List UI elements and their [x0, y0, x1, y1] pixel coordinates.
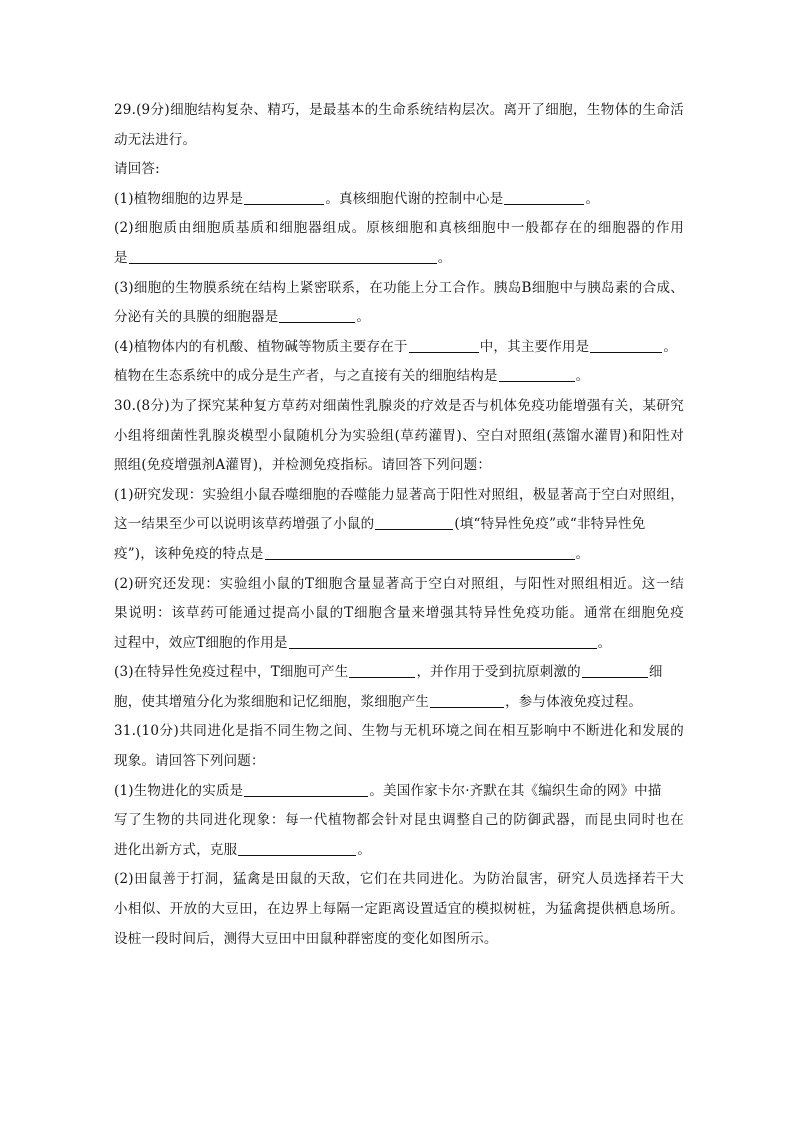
- q30-part-3-line-1: (3)在特异性免疫过程中，T细胞可产生 ，并作用于受到抗原刺激的 细: [114, 664, 663, 681]
- q30-stem-line-1: 30.(8分)为了探究某种复方草药对细菌性乳腺炎的疗效是否与机体免疫功能增强有关，某研究: [114, 397, 684, 414]
- q31-part-1-line-1: (1)生物进化的实质是 。美国作家卡尔·齐默在其《编织生命的网》中描: [114, 782, 662, 799]
- q29-part-4-line-2: 植物在生态系统中的成分是生产者，与之直接有关的细胞结构是 。: [114, 368, 590, 385]
- q31-part-2-line-3: 设桩一段时间后，测得大豆田中田鼠种群密度的变化如图所示。: [114, 930, 498, 947]
- q29-part-2-line-1: (2)细胞质由细胞质基质和细胞器组成。原核细胞和真核细胞中一般都存在的细胞器的作用: [114, 220, 684, 237]
- answer-blank[interactable]: [504, 189, 584, 205]
- q30-part-1-line-2: 这一结果至少可以说明该草药增强了小鼠的 (填“特异性免疫”或“非特异性免: [114, 516, 646, 533]
- q30-part-2-line-1: (2)研究还发现：实验组小鼠的T细胞含量显著高于空白对照组，与阳性对照组相近。这一结: [114, 575, 684, 592]
- q30-stem-line-3: 照组(免疫增强剂A灌胃)，并检测免疫指标。请回答下列问题：: [114, 457, 492, 474]
- q30-part-1-line-1: (1)研究发现：实验组小鼠吞噬细胞的吞噬能力显著高于阳性对照组，极显著高于空白对照组，: [114, 486, 684, 503]
- answer-blank[interactable]: [244, 781, 368, 797]
- q29-prompt: 请回答:: [114, 161, 160, 178]
- q29-part-1: (1)植物细胞的边界是 。真核细胞代谢的控制中心是 。: [114, 190, 600, 207]
- answer-blank[interactable]: [375, 514, 453, 530]
- q29-part-3-line-1: (3)细胞的生物膜系统在结构上紧密联系，在功能上分工合作。胰岛B细胞中与胰岛素的合成、: [114, 279, 684, 296]
- answer-blank[interactable]: [129, 248, 437, 264]
- q29-part-4-line-1: (4)植物体内的有机酸、植物碱等物质主要存在于 中，其主要作用是 。: [114, 338, 678, 355]
- answer-blank[interactable]: [289, 633, 597, 649]
- answer-blank[interactable]: [590, 337, 662, 353]
- answer-blank[interactable]: [244, 189, 324, 205]
- q31-stem-line-1: 31.(10分)共同进化是指不同生物之间、生物与无机环境之间在相互影响中不断进化和发展的: [114, 723, 684, 740]
- q31-part-2-line-1: (2)田鼠善于打洞，猛禽是田鼠的天敌，它们在共同进化。为防治鼠害，研究人员选择若干大: [114, 871, 684, 888]
- answer-blank[interactable]: [265, 544, 575, 560]
- answer-blank[interactable]: [279, 307, 355, 323]
- answer-blank[interactable]: [349, 662, 415, 678]
- q30-part-2-line-3: 过程中，效应T细胞的作用是 。: [114, 634, 612, 651]
- answer-blank[interactable]: [409, 337, 479, 353]
- q31-part-2-line-2: 小相似、开放的大豆田，在边界上每隔一定距离设置适宜的模拟树桩，为猛禽提供栖息场所。: [114, 901, 684, 918]
- q30-part-2-line-2: 果说明：该草药可能通过提高小鼠的T细胞含量来增强其特异性免疫功能。通常在细胞免疫: [114, 605, 684, 622]
- q29-stem-line-1: 29.(9分)细胞结构复杂、精巧，是最基本的生命系统结构层次。离开了细胞，生物体的生命活: [114, 102, 684, 118]
- q29-stem-line-2: 动无法进行。: [114, 131, 197, 148]
- question-content: [114, 96, 684, 954]
- q31-stem-line-2: 现象。请回答下列问题：: [114, 753, 265, 770]
- answer-blank[interactable]: [238, 840, 356, 856]
- answer-blank[interactable]: [430, 692, 504, 708]
- q30-part-3-line-2: 胞，使其增殖分化为浆细胞和记忆细胞，浆细胞产生 ，参与体液免疫过程。: [114, 693, 643, 710]
- q30-part-1-line-3: 疫”)，该种免疫的特点是 。: [114, 545, 590, 562]
- q29-part-2-line-2: 是 。: [114, 249, 452, 266]
- answer-blank[interactable]: [499, 366, 575, 382]
- q29-part-3-line-2: 分泌有关的具膜的细胞器是 。: [114, 309, 371, 326]
- answer-blank[interactable]: [582, 662, 648, 678]
- q31-part-1-line-3: 进化出新方式，克服 。: [114, 841, 372, 858]
- q31-part-1-line-2: 写了生物的共同进化现象：每一代植物都会针对昆虫调整自己的防御武器，而昆虫同时也在: [114, 812, 684, 829]
- q30-stem-line-2: 小组将细菌性乳腺炎模型小鼠随机分为实验组(草药灌胃)、空白对照组(蒸馏水灌胃)和阳性对: [114, 427, 684, 444]
